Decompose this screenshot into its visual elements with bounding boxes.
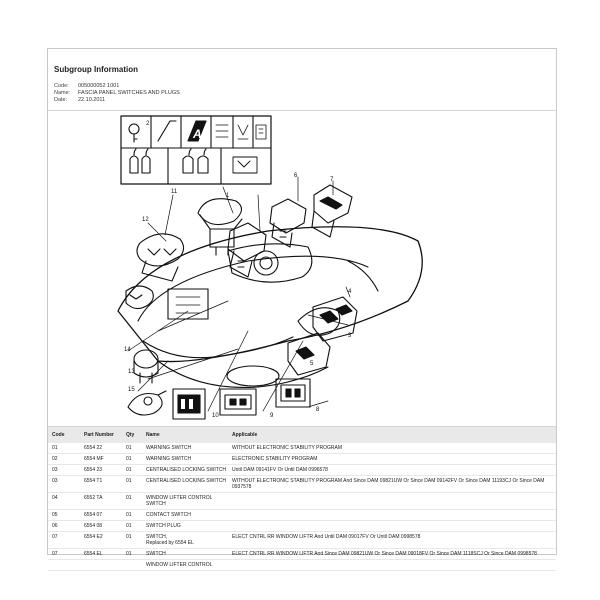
meta-row-name <box>54 90 550 97</box>
cell-name-text: WARNING SWITCH <box>146 456 192 462</box>
cell-qty: 01 <box>124 521 144 532</box>
cell-code: 03 <box>48 465 82 476</box>
cell-applicable: ELECTRONIC STABILITY PROGRAM <box>230 454 556 465</box>
callout-15: 15 <box>128 387 135 393</box>
cell-part-number: 6554 E2 <box>82 532 124 549</box>
cell-qty: 01 <box>124 493 144 510</box>
column-header-part-number[interactable]: Part Number <box>84 432 115 438</box>
callout-9: 9 <box>270 413 274 419</box>
cell-code: 07 <box>48 549 82 560</box>
table-row[interactable] <box>48 465 556 476</box>
cell-code: 01 <box>48 443 82 454</box>
callout-3: 3 <box>348 333 352 339</box>
cell-part-number: 6554 07 <box>82 510 124 521</box>
callout-10: 10 <box>212 413 219 419</box>
switch-13-drawing <box>134 350 158 383</box>
cell-applicable: ELECT CNTRL RR WINDOW LIFTR And Until DAM 09017FV Or Until DAM 0998578 <box>230 532 556 549</box>
table-row[interactable] <box>48 443 556 454</box>
table-row[interactable] <box>48 532 556 549</box>
column-header-code[interactable]: Code <box>52 432 65 438</box>
callout-2: 2 <box>146 121 150 127</box>
subgroup-panel <box>47 48 557 568</box>
meta-value: FASCIA PANEL SWITCHES AND PLUGS <box>78 90 180 96</box>
cell-code: 07 <box>48 532 82 549</box>
meta-value: 22.10.2011 <box>78 97 106 103</box>
table-row[interactable] <box>48 510 556 521</box>
callout-6: 6 <box>294 173 298 179</box>
column-header-applicable[interactable]: Applicable <box>232 432 258 438</box>
callout-labels <box>124 121 352 419</box>
cell-name-text: WINDOW LIFTER CONTROL SWITCH <box>146 495 213 507</box>
cell-applicable: ELECT CNTRL RR WINDOW LIFTR And Since DAM 09821UW Or Since DAM 09018FV Or Since DAM 1118SCJ Or Since DAM 0998578 <box>230 549 556 560</box>
table-row[interactable] <box>48 560 556 571</box>
cell-name-text: WARNING SWITCH <box>146 445 192 451</box>
cell-name <box>144 560 230 571</box>
cell-qty: 01 <box>124 454 144 465</box>
subgroup-header <box>48 49 556 111</box>
cell-code: 02 <box>48 454 82 465</box>
cell-qty: 01 <box>124 476 144 493</box>
cell-applicable <box>230 510 556 521</box>
cell-part-number: 6554 EL <box>82 549 124 560</box>
table-row[interactable] <box>48 521 556 532</box>
callout-1: 1 <box>226 193 230 199</box>
cell-name-sub: Replaced by 6554 EL <box>146 540 194 546</box>
column-header-qty[interactable]: Qty <box>126 432 135 438</box>
callout-13: 13 <box>128 369 135 375</box>
cell-name <box>144 510 230 521</box>
table-row[interactable] <box>48 454 556 465</box>
cell-qty: 01 <box>124 443 144 454</box>
cell-applicable: WITHOUT ELECTRONIC STABILITY PROGRAM <box>230 443 556 454</box>
cell-name <box>144 476 230 493</box>
cell-code: 06 <box>48 521 82 532</box>
parts-diagram[interactable] <box>48 111 556 427</box>
callout-8: 8 <box>316 407 320 413</box>
cell-applicable <box>230 521 556 532</box>
column-header-name[interactable]: Name <box>146 432 160 438</box>
cell-name-text: WINDOW LIFTER CONTROL <box>146 562 213 568</box>
switch-7-drawing <box>312 185 352 237</box>
cell-part-number: 6554 22 <box>82 443 124 454</box>
meta-row-code <box>54 83 550 90</box>
switch-block-a <box>173 389 205 419</box>
exploded-view-drawing <box>48 111 556 426</box>
subgroup-meta <box>54 83 550 104</box>
cell-name <box>144 532 230 549</box>
switch-6-drawing <box>270 199 306 247</box>
cell-part-number: 6552 TA <box>82 493 124 510</box>
cell-name-text: CENTRALISED LOCKING SWITCH <box>146 467 227 473</box>
cell-code <box>48 560 82 571</box>
cell-applicable: WITHOUT ELECTRONIC STABILITY PROGRAM And Since DAM 09821UW Or Since DAM 09142FV Or Since DAM 11193CJ Or Since DAM 0937578 <box>230 476 556 493</box>
svg-text:A: A <box>193 127 202 141</box>
cell-code: 04 <box>48 493 82 510</box>
cell-qty: 01 <box>124 465 144 476</box>
cell-name-text: CENTRALISED LOCKING SWITCH <box>146 478 227 484</box>
cell-part-number <box>82 560 124 571</box>
cell-qty: 01 <box>124 549 144 560</box>
callout-7: 7 <box>330 177 334 183</box>
table-row[interactable] <box>48 549 556 560</box>
cell-part-number: 6554 MF <box>82 454 124 465</box>
cell-part-number: 6554 08 <box>82 521 124 532</box>
cell-code: 05 <box>48 510 82 521</box>
callout-5: 5 <box>310 361 314 367</box>
callout-14: 14 <box>124 347 131 353</box>
cell-name <box>144 521 230 532</box>
cell-qty <box>124 560 144 571</box>
meta-key: Date: <box>54 97 68 103</box>
cell-applicable <box>230 560 556 571</box>
cell-name-text: CONTACT SWITCH <box>146 512 191 518</box>
switch-block-b <box>220 389 256 415</box>
cell-part-number: 6554 23 <box>82 465 124 476</box>
cell-name-text: SWITCH <box>146 551 166 557</box>
meta-key: Name: <box>54 90 71 96</box>
cell-applicable: Until DAM 09141FV Or Until DAM 0996578 <box>230 465 556 476</box>
table-row[interactable] <box>48 476 556 493</box>
table-header-row <box>48 427 556 443</box>
meta-value: 005000052 1001 <box>78 83 120 89</box>
cell-name-text: SWITCH PLUG <box>146 523 181 529</box>
cell-qty: 01 <box>124 532 144 549</box>
callout-4: 4 <box>348 289 352 295</box>
cell-name-text: SWITCH, <box>146 534 168 540</box>
inset-legend <box>121 116 271 184</box>
switch-15-drawing <box>128 391 166 415</box>
cell-name <box>144 454 230 465</box>
meta-row-date <box>54 97 550 104</box>
cell-name <box>144 549 230 560</box>
parts-table <box>48 427 556 571</box>
cell-code: 03 <box>48 476 82 493</box>
dashboard-drawing <box>118 227 422 388</box>
callout-12: 12 <box>142 217 149 223</box>
cell-part-number: 6554 T1 <box>82 476 124 493</box>
cell-name <box>144 493 230 510</box>
meta-key: Code: <box>54 83 69 89</box>
cell-applicable <box>230 493 556 510</box>
cell-qty: 01 <box>124 510 144 521</box>
cell-name <box>144 443 230 454</box>
page-title: Subgroup Information <box>54 65 138 74</box>
callout-11: 11 <box>171 189 178 195</box>
cell-name <box>144 465 230 476</box>
table-row[interactable] <box>48 493 556 510</box>
